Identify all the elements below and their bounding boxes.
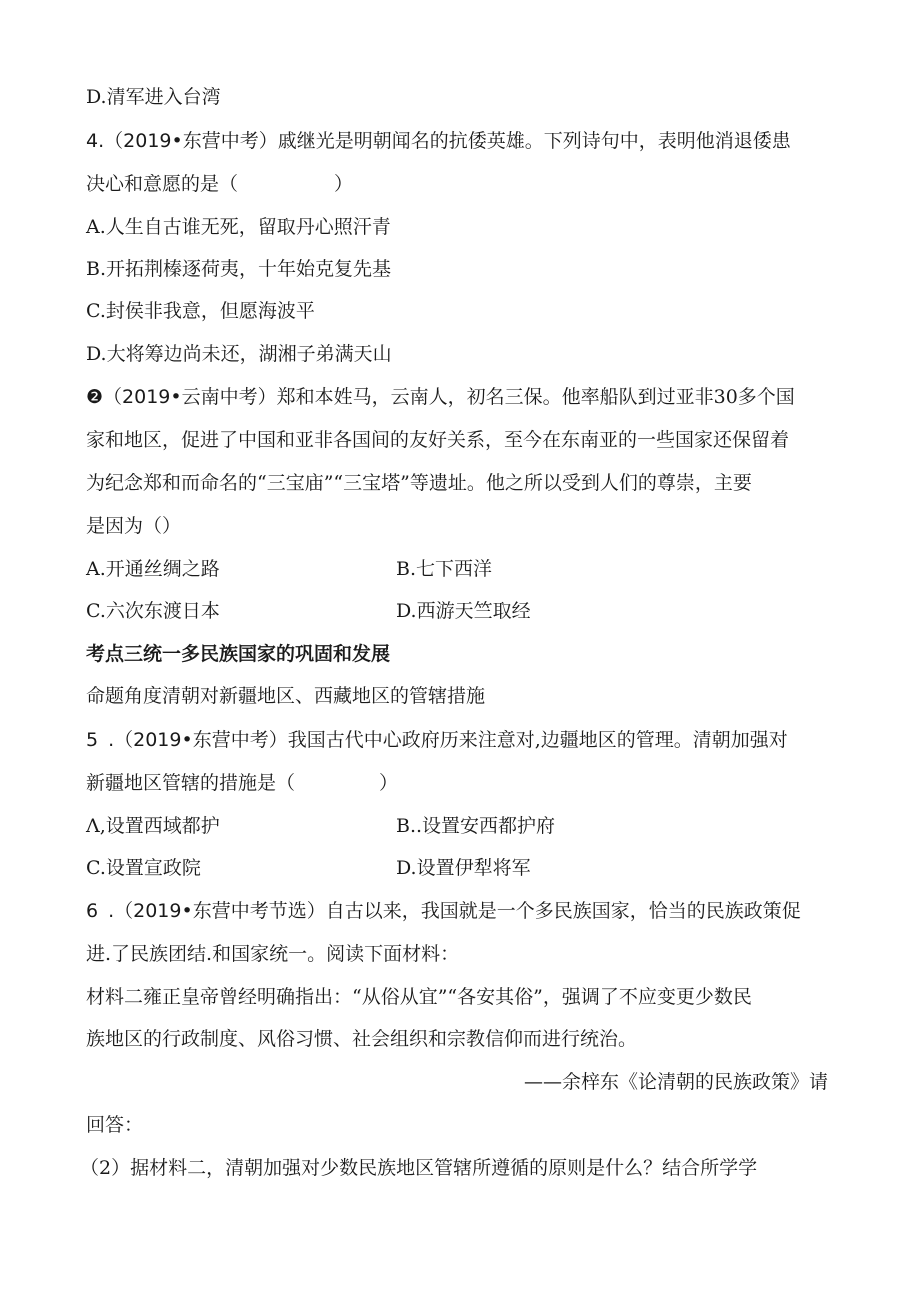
q-circle-option-c: C.六次东渡日本 <box>86 600 220 622</box>
q3-option-d: D.清军进入台湾 <box>86 86 221 108</box>
q-circle-option-a: A.开通丝绸之路 <box>86 558 220 580</box>
q5-stem-text: 我国古代中心政府历来注意对,边疆地区的管理。清朝加强对 <box>287 729 788 751</box>
q5-source: .（2019•东营中考） <box>108 729 288 751</box>
q6-sub-question-2: （2）据材料二，清朝加强对少数民族地区管辖所遵循的原则是什么？结合所学学 <box>80 1157 758 1179</box>
q6-answer-prompt: 回答： <box>86 1114 144 1136</box>
q6-stem-line1 <box>86 898 801 924</box>
q5-bracket-close: ） <box>379 772 399 794</box>
q6-citation: ——余梓东《论清朝的民族政策》请 <box>523 1071 828 1093</box>
q4-bracket-close: ） <box>334 173 354 195</box>
q-circle-options-row2 <box>86 598 531 624</box>
question-marker: ❷ <box>86 386 104 408</box>
q5-option-b: B..设置安西都护府 <box>396 815 556 837</box>
q-circle-stem-line4: 是因为（） <box>86 515 182 537</box>
q6-number: 6 <box>86 900 99 922</box>
q4-option-a: A.人生自古谁无死，留取丹心照汗青 <box>86 216 391 238</box>
q5-stem-line2 <box>86 770 398 796</box>
q-circle-option-b: B.七下西洋 <box>396 558 493 580</box>
q4-option-c: C.封侯非我意，但愿海波平 <box>86 300 315 322</box>
q5-option-c: C.设置宣政院 <box>86 857 201 879</box>
q5-stem-line1 <box>86 727 788 753</box>
q-circle-option-d: D.西游天竺取经 <box>396 600 531 622</box>
section-angle: 命题角度清朝对新疆地区、西藏地区的管辖措施 <box>86 685 486 707</box>
q5-number: 5 <box>86 729 99 751</box>
q6-source: .（2019•东营中考节选） <box>108 900 326 922</box>
q4-stem-line2-text: 决心和意愿的是（ <box>86 173 239 195</box>
q-circle-stem-text: 郑和本姓马，云南人，初名三保。他率船队到过亚非30多个国 <box>276 386 795 408</box>
section-title: 考点三统一多民族国家的巩固和发展 <box>86 643 391 665</box>
q4-option-b: B.开拓荆榛逐荷夷，十年始克复先基 <box>86 258 392 280</box>
q5-stem-line2-text: 新疆地区管辖的措施是（ <box>86 772 296 794</box>
q6-material-line1: 材料二雍正皇帝曾经明确指出：“从俗从宜”“各安其俗”，强调了不应变更少数民 <box>86 986 752 1008</box>
q6-material-line2: 族地区的行政制度、风俗习惯、社会组织和宗教信仰而进行统治。 <box>86 1028 638 1050</box>
q4-number: 4. <box>86 130 105 152</box>
q-circle-options-row1 <box>86 556 493 582</box>
q-circle-stem-line1 <box>86 384 795 410</box>
q4-option-d: D.大将筹边尚未还，湖湘子弟满天山 <box>86 343 392 365</box>
q5-option-d: D.设置伊犁将军 <box>396 857 531 879</box>
q4-stem-line1 <box>86 128 791 154</box>
q6-stem-line2: 进.了民族团结.和国家统一。阅读下面材料： <box>86 943 460 965</box>
q4-stem-line2 <box>86 171 353 197</box>
q5-options-row2 <box>86 855 531 881</box>
q-circle-stem-line3: 为纪念郑和而命名的“三宝庙”“三宝塔”等遗址。他之所以受到人们的尊崇，主要 <box>86 472 752 494</box>
q4-source: （2019•东营中考） <box>104 130 278 152</box>
q-circle-source: （2019•云南中考） <box>103 386 277 408</box>
q5-option-a: Λ,设置西域都护 <box>86 815 220 837</box>
q5-options-row1 <box>86 813 556 839</box>
q6-stem-text: 自古以来，我国就是一个多民族国家，恰当的民族政策促 <box>325 900 801 922</box>
q-circle-stem-line2: 家和地区，促进了中国和亚非各国间的友好关系，至今在东南亚的一些国家还保留着 <box>86 429 790 451</box>
q4-stem-text: 戚继光是明朝闻名的抗倭英雄。下列诗句中，表明他消退倭患 <box>277 130 791 152</box>
